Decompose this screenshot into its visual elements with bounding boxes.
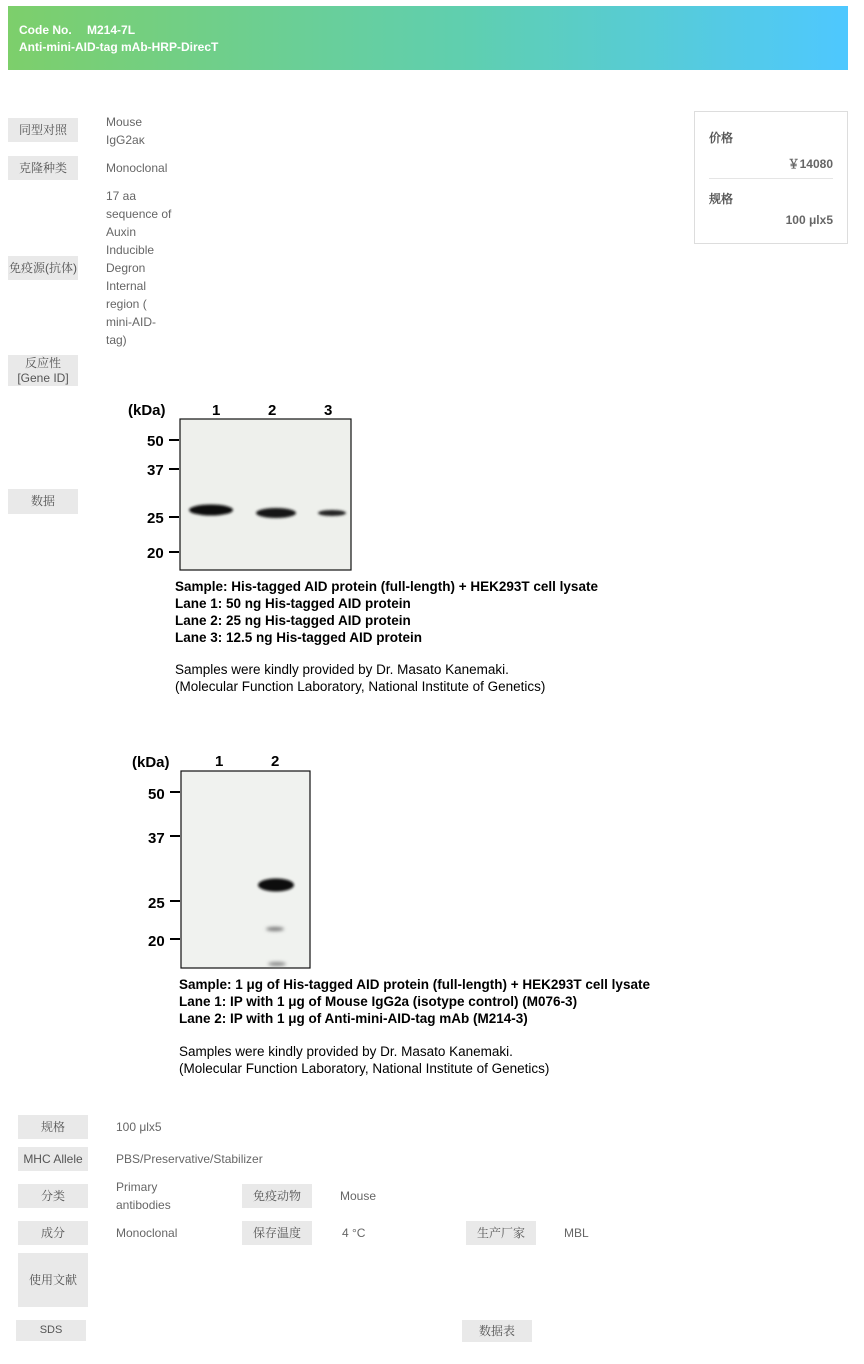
immunogen-line: Degron [106,261,146,275]
literature-label: 使用文献 [18,1253,88,1307]
manufacturer-value: MBL [564,1226,589,1240]
sds-link[interactable]: SDS [16,1320,86,1341]
immunogen-label: 免疫源(抗体) [8,256,78,280]
product-header [8,6,848,70]
host-animal-value: Mouse [340,1189,377,1203]
reactivity-label [8,355,78,386]
clonality-label: 克隆种类 [8,156,78,180]
caption-line: Lane 2: IP with 1 μg of Anti-mini-AID-tag mAb (M214-3) [179,1011,528,1026]
lane-label: 2 [271,753,280,770]
immunogen-line: Internal [106,279,147,293]
marker-label: 25 [148,895,165,912]
host-animal-label: 免疫动物 [242,1184,312,1208]
figure1-caption-credit [175,661,545,695]
marker-label: 37 [147,462,164,479]
data-label: 数据 [8,489,78,514]
reactivity-label-line2: [Gene ID] [17,370,69,385]
reactivity-label-line1: 反应性 [24,355,61,370]
isotype-label: 同型对照 [8,118,78,142]
product-title: Anti-mini-AID-tag mAb-HRP-DirecT [19,40,219,54]
price-value: ￥14080 [787,157,833,171]
caption-line: (Molecular Function Laboratory, National Institute of Genetics) [179,1061,550,1076]
storage-temp-label: 保存温度 [242,1221,312,1245]
code-value: M214-7L [87,23,136,37]
immunogen-line: sequence of [106,207,172,221]
kda-unit-label: (kDa) [128,402,166,419]
category-value-line2: antibodies [116,1198,171,1212]
manufacturer-label: 生产厂家 [466,1221,536,1245]
caption-line: Lane 2: 25 ng His-tagged AID protein [175,613,411,628]
lane-label: 1 [215,753,224,770]
mhc-allele-label: MHC Allele [18,1147,88,1171]
isotype-value-line1: Mouse [106,115,143,129]
datasheet-link[interactable]: 数据表 [462,1320,532,1342]
marker-label: 25 [147,510,164,527]
size-label: 规格 [709,192,734,206]
price-label: 价格 [709,131,734,145]
clonality-value: Monoclonal [106,161,168,175]
marker-label: 50 [147,433,164,450]
caption-line: Samples were kindly provided by Dr. Masato Kanemaki. [179,1044,513,1059]
caption-line: Sample: His-tagged AID protein (full-length) + HEK293T cell lysate [175,579,598,594]
immunogen-line: mini-AID- [106,315,156,329]
category-label: 分类 [18,1184,88,1208]
kda-unit-label: (kDa) [132,754,170,771]
caption-line: Lane 1: IP with 1 μg of Mouse IgG2a (isotype control) (M076-3) [179,994,578,1009]
immunogen-line: Auxin [106,225,137,239]
immunogen-line: Inducible [106,243,155,257]
faint-band-lane-2 [266,927,284,931]
caption-line: (Molecular Function Laboratory, National Institute of Genetics) [175,679,546,694]
caption-line: Samples were kindly provided by Dr. Masato Kanemaki. [175,662,509,677]
isotype-value [106,113,145,149]
price-divider [709,178,833,179]
faint-band-lane-2 [268,962,286,966]
caption-line: Lane 1: 50 ng His-tagged AID protein [175,596,411,611]
category-value [116,1178,171,1214]
blot-membrane [181,771,310,968]
figure2-caption-credit [179,1043,549,1077]
immunogen-line: 17 aa [106,189,137,203]
marker-label: 50 [148,786,165,803]
isotype-value-line2: IgG2aκ [106,133,145,147]
size-value: 100 μlx5 [116,1120,162,1134]
caption-line: Sample: 1 μg of His-tagged AID protein (full-length) + HEK293T cell lysate [179,977,650,992]
marker-label: 37 [148,830,165,847]
caption-line: Lane 3: 12.5 ng His-tagged AID protein [175,630,423,645]
component-label: 成分 [18,1221,88,1245]
immunogen-line: tag) [106,333,127,347]
mhc-allele-value: PBS/Preservative/Stabilizer [116,1152,263,1166]
size-value: 100 μlx5 [785,213,833,227]
component-value: Monoclonal [116,1226,178,1240]
figure1-caption-bold [175,578,598,646]
price-box [694,111,848,244]
lane-label: 2 [268,402,277,419]
ip-blot-figure [125,748,325,973]
lane-label: 3 [324,402,333,419]
western-blot-figure [120,396,370,576]
band-lane-2 [256,508,296,518]
code-label: Code No. [19,23,72,37]
band-lane-3 [318,510,346,516]
band-lane-2 [258,879,294,892]
figure2-caption-bold [179,976,650,1027]
lane-label: 1 [212,402,221,419]
category-value-line1: Primary [116,1180,158,1194]
band-lane-1 [189,505,233,516]
code-line [19,22,848,38]
marker-label: 20 [147,545,164,562]
storage-temp-value: 4 °C [342,1226,366,1240]
immunogen-value [106,187,186,349]
blot-membrane [180,419,351,570]
immunogen-line: region ( [106,297,147,311]
size-label: 规格 [18,1115,88,1139]
marker-label: 20 [148,933,165,950]
